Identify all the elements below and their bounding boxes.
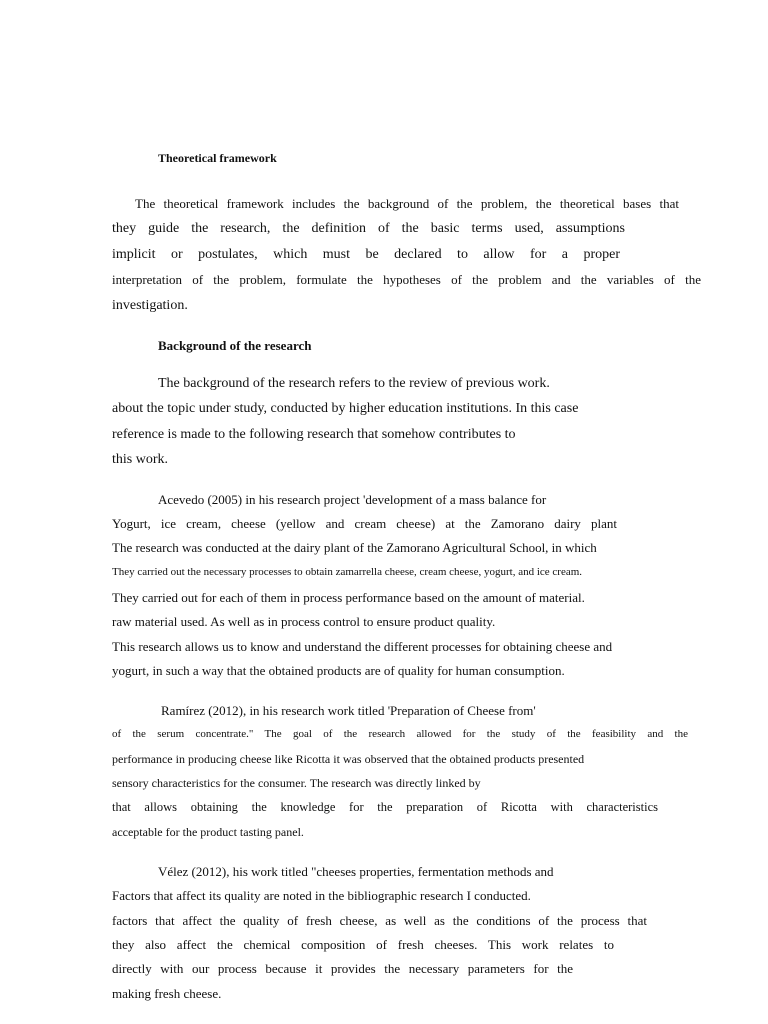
intro-line-4: interpretation of the problem, formulate the hypotheses of the problem and the variables of the bbox=[112, 273, 701, 287]
intro-line-2: they guide the research, the definition of the basic terms used, assumptions bbox=[112, 222, 625, 236]
ramirez-line-1: Ramírez (2012), in his research work titled 'Preparation of Cheese from' bbox=[161, 703, 536, 718]
intro-line-3: implicit or postulates, which must be declared to allow for a proper bbox=[112, 248, 620, 262]
background-line-4: this work. bbox=[112, 452, 168, 467]
velez-line-5: directly with our process because it provides the necessary parameters for the bbox=[112, 962, 573, 976]
background-heading: Background of the research bbox=[158, 338, 312, 353]
background-line-3: reference is made to the following research that somehow contributes to bbox=[112, 427, 516, 442]
ramirez-line-2: of the serum concentrate." The goal of the research allowed for the study of the feasibility and the bbox=[112, 729, 688, 740]
velez-line-1: Vélez (2012), his work titled "cheeses properties, fermentation methods and bbox=[158, 864, 554, 879]
intro-line-1: The theoretical framework includes the background of the problem, the theoretical bases that bbox=[135, 197, 679, 211]
intro-line-5: investigation. bbox=[112, 298, 188, 313]
ramirez-line-4: sensory characteristics for the consumer. The research was directly linked by bbox=[112, 776, 481, 790]
velez-line-3: factors that affect the quality of fresh cheese, as well as the conditions of the process that bbox=[112, 914, 647, 928]
acevedo-line-1: Acevedo (2005) in his research project 'development of a mass balance for bbox=[158, 492, 547, 507]
acevedo-line-7: This research allows us to know and understand the different processes for obtaining cheese and bbox=[112, 639, 613, 654]
background-line-2: about the topic under study, conducted by higher education institutions. In this case bbox=[112, 401, 579, 416]
acevedo-line-4: They carried out the necessary processes to obtain zamarrella cheese, cream cheese, yogurt, and ice cream. bbox=[112, 566, 583, 578]
velez-line-4: they also affect the chemical composition of fresh cheeses. This work relates to bbox=[112, 938, 614, 952]
ramirez-line-6: acceptable for the product tasting panel. bbox=[112, 825, 304, 839]
acevedo-line-3: The research was conducted at the dairy plant of the Zamorano Agricultural School, in which bbox=[112, 540, 597, 555]
section-title: Theoretical framework bbox=[158, 151, 277, 165]
ramirez-line-3: performance in producing cheese like Ricotta it was observed that the obtained products presented bbox=[112, 752, 585, 766]
velez-line-2: Factors that affect its quality are noted in the bibliographic research I conducted. bbox=[112, 888, 531, 903]
acevedo-line-6: raw material used. As well as in process control to ensure product quality. bbox=[112, 614, 496, 629]
acevedo-line-5: They carried out for each of them in process performance based on the amount of material. bbox=[112, 590, 585, 605]
acevedo-line-8: yogurt, in such a way that the obtained products are of quality for human consumption. bbox=[112, 663, 565, 678]
acevedo-line-2: Yogurt, ice cream, cheese (yellow and cream cheese) at the Zamorano dairy plant bbox=[112, 517, 617, 531]
background-line-1: The background of the research refers to the review of previous work. bbox=[158, 376, 550, 391]
velez-line-6: making fresh cheese. bbox=[112, 986, 222, 1001]
ramirez-line-5: that allows obtaining the knowledge for the preparation of Ricotta with characteristics bbox=[112, 801, 658, 814]
